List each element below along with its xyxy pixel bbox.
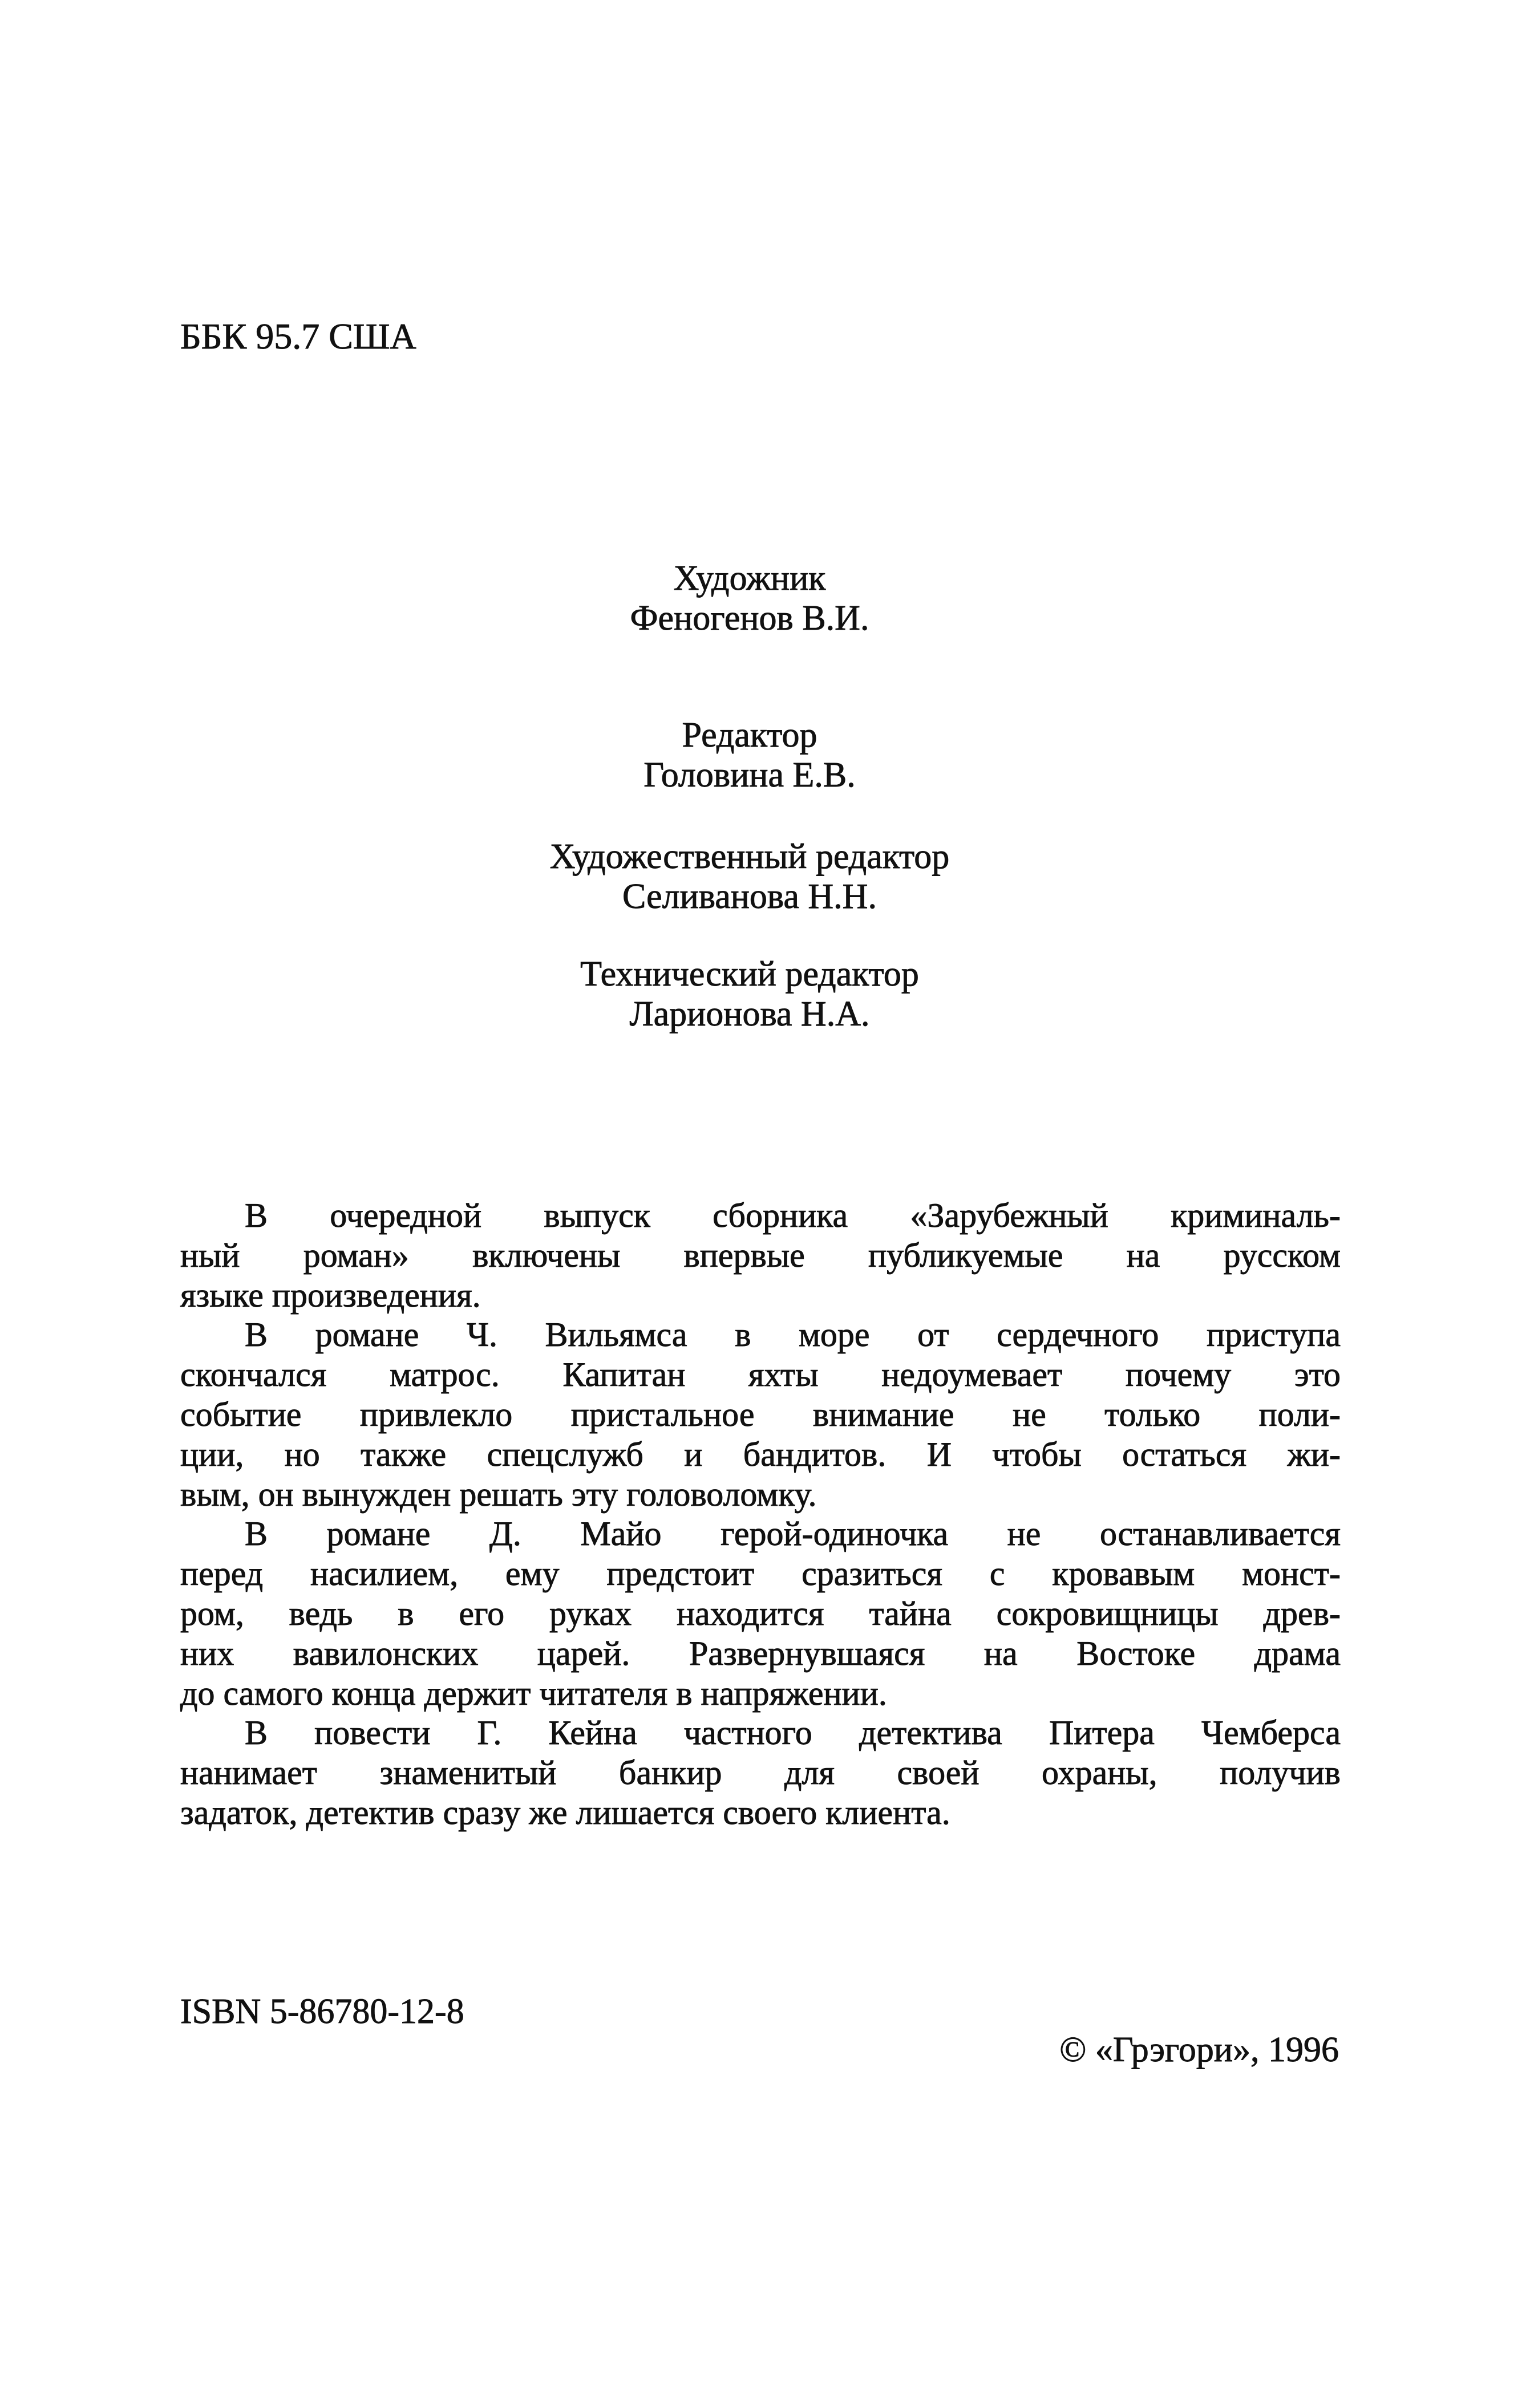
annotation-line: событие привлекло пристальное внимание не только поли- bbox=[180, 1395, 1341, 1433]
isbn: ISBN 5-86780-12-8 bbox=[180, 1992, 464, 2031]
annotation-line: ром, ведь в его руках находится тайна сокровищницы древ- bbox=[180, 1594, 1341, 1632]
annotation-line: В романе Д. Майо герой-одиночка не останавливается bbox=[245, 1515, 1341, 1553]
annotation-line: языке произведения. bbox=[180, 1276, 481, 1314]
credit-artist bbox=[0, 558, 1499, 638]
annotation-line: перед насилием, ему предстоит сразиться с кровавым монст- bbox=[180, 1555, 1341, 1593]
copyright: © «Грэгори», 1996 bbox=[1059, 2030, 1339, 2069]
annotation-line: ный роман» включены впервые публикуемые на русском bbox=[180, 1236, 1341, 1274]
annotation-line: скончался матрос. Капитан яхты недоумевает почему это bbox=[180, 1356, 1341, 1394]
credit-art-editor bbox=[0, 837, 1499, 917]
credit-name: Феногенов В.И. bbox=[630, 599, 869, 638]
annotation-line: В романе Ч. Вильямса в море от сердечного приступа bbox=[245, 1316, 1341, 1354]
credit-editor bbox=[0, 715, 1499, 795]
credit-role: Художник bbox=[673, 559, 826, 598]
annotation-line: В повести Г. Кейна частного детектива Питера Чемберса bbox=[245, 1714, 1341, 1752]
annotation-line: них вавилонских царей. Развернувшаяся на Востоке драма bbox=[180, 1634, 1341, 1672]
bbk-classification: ББК 95.7 США bbox=[180, 316, 416, 356]
annotation-line: нанимает знаменитый банкир для своей охраны, получив bbox=[180, 1754, 1341, 1792]
credit-name: Головина Е.В. bbox=[643, 756, 856, 794]
annotation-line: ции, но также спецслужб и бандитов. И чтобы остаться жи- bbox=[180, 1435, 1341, 1473]
credit-tech-editor bbox=[0, 954, 1499, 1034]
credit-name: Ларионова Н.А. bbox=[629, 995, 870, 1033]
annotation-line: до самого конца держит читателя в напряжении. bbox=[180, 1674, 887, 1712]
credit-name: Селиванова Н.Н. bbox=[622, 877, 877, 916]
annotation bbox=[180, 1196, 1341, 1833]
credit-role: Технический редактор bbox=[580, 955, 919, 994]
credit-role: Художественный редактор bbox=[549, 837, 950, 876]
annotation-line: задаток, детектив сразу же лишается своего клиента. bbox=[180, 1793, 950, 1831]
annotation-line: В очередной выпуск сборника «Зарубежный криминаль- bbox=[245, 1197, 1341, 1234]
credit-role: Редактор bbox=[682, 716, 817, 755]
annotation-line: вым, он вынужден решать эту головоломку. bbox=[180, 1475, 817, 1513]
